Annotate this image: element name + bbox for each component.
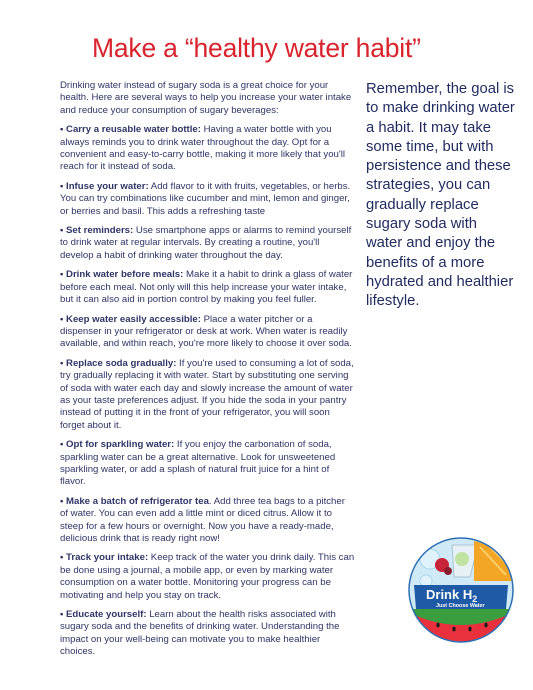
tip-heading: • Track your intake: — [60, 552, 149, 564]
main-column — [60, 80, 355, 666]
tip-item — [60, 358, 355, 432]
tip-heading: • Drink water before meals: — [60, 269, 184, 281]
tip-text: Keep track of the water you drink daily. This can be done using a journal, a mobile app, or even by marking water consumption on a water bottle. Monitoring your progress can be motivating and help you stay on track. — [60, 552, 355, 601]
tip-item — [60, 181, 355, 218]
tip-item — [60, 124, 355, 174]
logo-main-text: Drink H — [426, 587, 473, 602]
tip-heading: • Make a batch of refrigerator tea — [60, 495, 209, 507]
drink-h2o-logo — [408, 537, 514, 643]
tip-heading: • Infuse your water: — [60, 180, 149, 192]
tip-item — [60, 552, 355, 602]
tip-item — [60, 496, 355, 546]
tip-heading: • Set reminders: — [60, 225, 134, 237]
sidebar-callout: Remember, the goal is to make drinking water a habit. It may take some time, but with persistence and these strategies, you can gradually replace sugary soda with water and enjoy the benefits of a more hydrated and healthier lifestyle. — [366, 81, 515, 310]
page-title: Make a “healthy water habit” — [92, 33, 421, 63]
tip-text: Make it a habit to drink a glass of water before each meal. Not only will this help increase your water intake, but it can also aid in portion control by making you feel fuller. — [60, 269, 353, 306]
tip-text: Place a water pitcher or a dispenser in your refrigerator or desk at work. When water is readily available, and within reach, you're more likely to choose it over soda. — [60, 313, 352, 350]
tip-text: . Add three tea bags to a pitcher of water. You can even add a little mint or diced citrus. Allow it to steep for a few hours or overnight. Now you have a ready-made, delicious drink that is ready right now! — [60, 495, 345, 544]
tip-item — [60, 269, 355, 306]
tips-list — [60, 124, 355, 658]
logo-sub-text: 2 — [472, 594, 478, 604]
tip-item — [60, 439, 355, 489]
tip-text: Use smartphone apps or alarms to remind yourself to drink water at regular intervals. By creating a routine, you'll develop a habit of drinking water throughout the day. — [60, 225, 352, 261]
tip-text: If you're used to consuming a lot of soda, try gradually replacing it with water. Start by substituting one serving of soda with water each day and slowly increase the amount of water as your taste preferences adjust. If you hide the soda in your pantry instead of putting it in the front of your refrigerator, you will soon forget about it. — [60, 357, 354, 431]
tip-heading: • Opt for sparkling water: — [60, 439, 175, 451]
tip-item — [60, 609, 355, 659]
intro-paragraph: Drinking water instead of sugary soda is a great choice for your health. Here are several ways to help you increase your water intake and reduce your consumption of sugary beverages: — [60, 80, 352, 116]
tip-heading: • Keep water easily accessible: — [60, 313, 201, 325]
tip-text: Add flavor to it with fruits, vegetables, or herbs. You can try combinations like cucumber and mint, lemon and ginger, or berries and basil. This adds a refreshing taste — [60, 180, 351, 217]
tip-heading: • Educate yourself: — [60, 609, 147, 621]
tip-heading: • Replace soda gradually: — [60, 357, 177, 369]
tip-text: If you enjoy the carbonation of soda, sparkling water can be a great alternative. Look for unsweetened sparkling water, or add a splash of natural fruit juice for a hint of flavor. — [60, 439, 336, 488]
tip-text: Learn about the health risks associated with sugary soda and the benefits of drinking water. Understanding the impact on your well-being can motivate you to make healthier choices. — [60, 609, 340, 658]
tip-item — [60, 225, 355, 262]
logo-tagline: Just Choose Water — [436, 603, 485, 609]
tip-item — [60, 314, 355, 351]
tip-text: Having a water bottle with you always reminds you to drink water throughout the day. Opt for a convenient and easy-to-carry bottle, making it more likely that you'll reach for it instead of soda. — [60, 124, 345, 173]
tip-heading: • Carry a reusable water bottle: — [60, 124, 201, 136]
svg-text:Drink H2 — [426, 587, 477, 604]
